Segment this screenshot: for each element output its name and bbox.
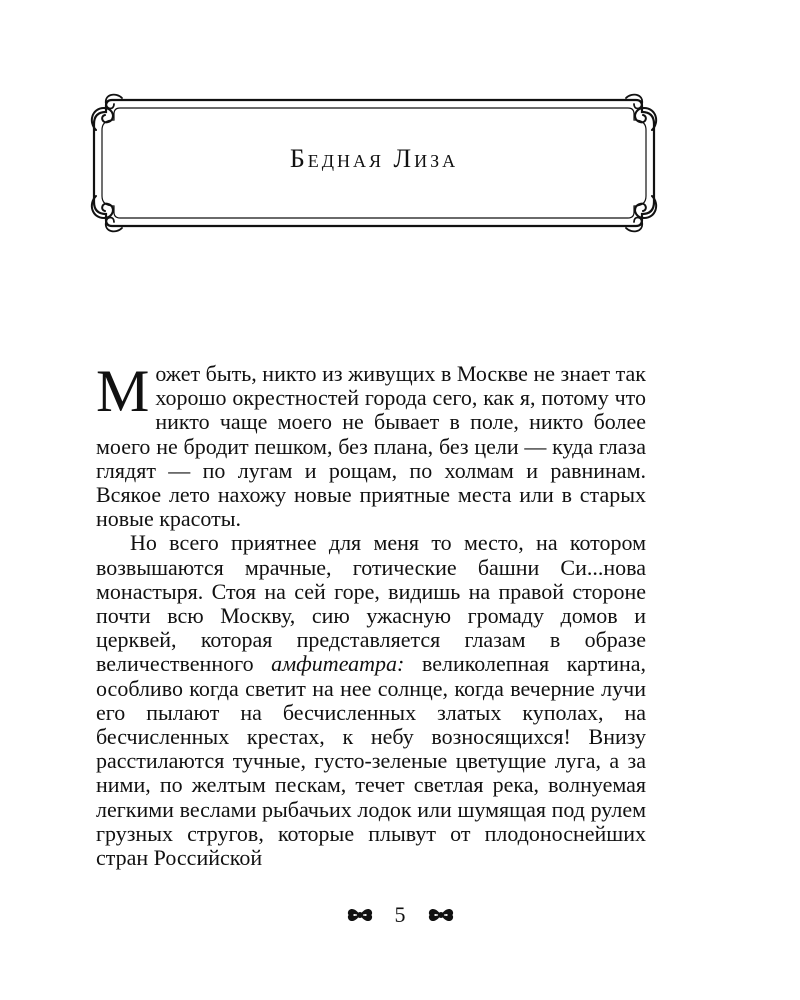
paragraph-text: ожет быть, никто из живущих в Москве не знает так хорошо окрестностей города сего, как я, потому что никто чаще моего не бывает в поле, никто более моего не бродит пешком, без плана, без цели — куда глаза глядят — по лугам и рощам, по холмам и равнинам. Всякое лето нахожу новые приятные места или в старых новые красоты. [96,361,646,532]
floral-ornament-icon [426,906,456,924]
floral-ornament-icon [345,906,375,924]
italic-term: амфитеатра: [271,651,405,677]
paragraph [96,531,646,870]
page-number: 5 [394,902,406,927]
page-footer [0,900,800,930]
paragraph [96,358,646,532]
body-text [96,358,646,871]
paragraph-text: великолепная картина, особливо когда светит на нее солнце, когда вечерние лучи его пылают на бесчисленных златых куполах, на бесчисленных крестах, к небу возносящихся! Внизу расстилаются тучные, густо-зеленые цветущие луга, а за ними, по желтым пескам, течет светлая река, волнуемая легкими веслами рыбачьих лодок или шумящая под рулем грузных стругов, которые плывут от плодоноснейших стран Российской [96,651,646,871]
paragraph-text: Но всего приятнее для меня то место, на котором возвышаются мрачные, готические башни Си...нова монастыря. Стоя на сей горе, видишь на правой стороне почти всю Москву, сию ужасную громаду домов и церквей, которая представляется глазам в образе величественного [96,530,646,677]
chapter-title: Бедная Лиза [289,144,459,173]
drop-cap: М [96,358,150,424]
